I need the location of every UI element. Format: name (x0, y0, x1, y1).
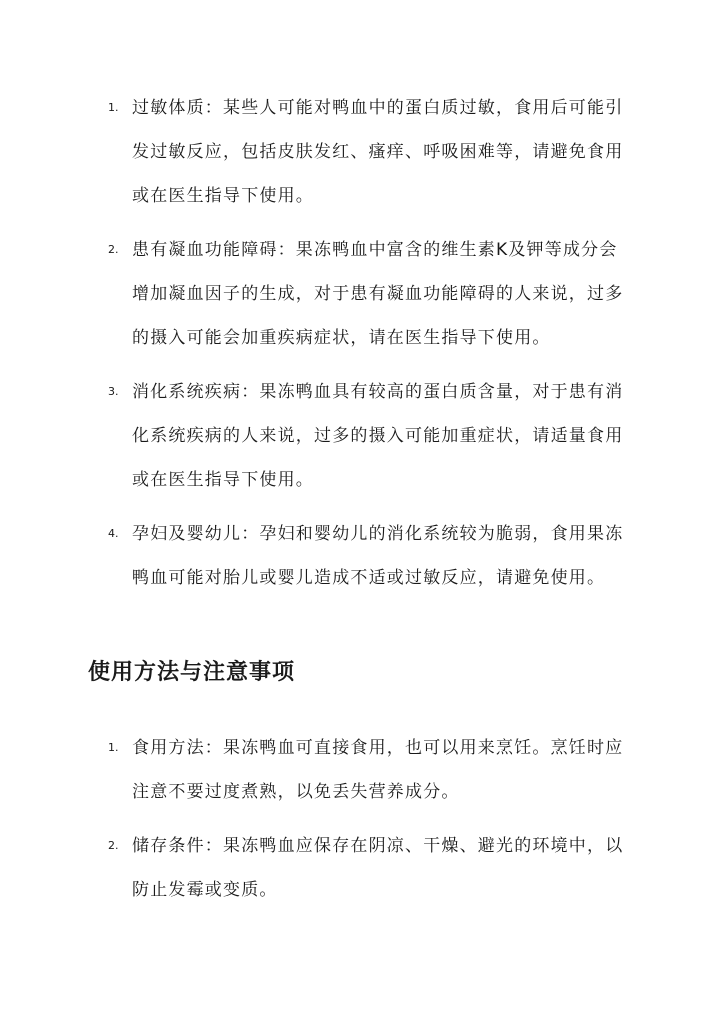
usage-list (108, 726, 628, 922)
list-number: 3. (108, 385, 119, 398)
list-item-digestive (108, 370, 628, 502)
list-item-allergy (108, 86, 628, 218)
list-item-usage-method (108, 726, 628, 814)
list-number: 1. (108, 101, 119, 114)
list-item-text: 患有凝血功能障碍：果冻鸭血中富含的维生素K及钾等成分会增加凝血因子的生成，对于患有凝血功能障碍的人来说，过多的摄入可能会加重疾病症状，请在医生指导下使用。 (132, 240, 624, 348)
list-item-pregnancy (108, 512, 628, 600)
section-heading: 使用方法与注意事项 (88, 660, 296, 685)
list-number: 4. (108, 527, 119, 540)
list-item-text: 消化系统疾病：果冻鸭血具有较高的蛋白质含量，对于患有消化系统疾病的人来说，过多的摄入可能加重症状，请适量食用或在医生指导下使用。 (132, 382, 624, 490)
list-item-text: 过敏体质：某些人可能对鸭血中的蛋白质过敏，食用后可能引发过敏反应，包括皮肤发红、瘙痒、呼吸困难等，请避免食用或在医生指导下使用。 (132, 98, 624, 206)
list-number: 2. (108, 243, 119, 256)
list-item-text: 孕妇及婴幼儿：孕妇和婴幼儿的消化系统较为脆弱，食用果冻鸭血可能对胎儿或婴儿造成不适或过敏反应，请避免使用。 (132, 524, 624, 588)
list-item-text: 食用方法：果冻鸭血可直接食用，也可以用来烹饪。烹饪时应注意不要过度煮熟，以免丢失营养成分。 (132, 738, 624, 802)
contraindication-list (108, 86, 628, 610)
list-number: 1. (108, 741, 119, 754)
list-item-storage (108, 824, 628, 912)
list-item-text: 储存条件：果冻鸭血应保存在阴凉、干燥、避光的环境中，以防止发霉或变质。 (132, 836, 624, 900)
list-number: 2. (108, 839, 119, 852)
list-item-coagulation (108, 228, 628, 360)
